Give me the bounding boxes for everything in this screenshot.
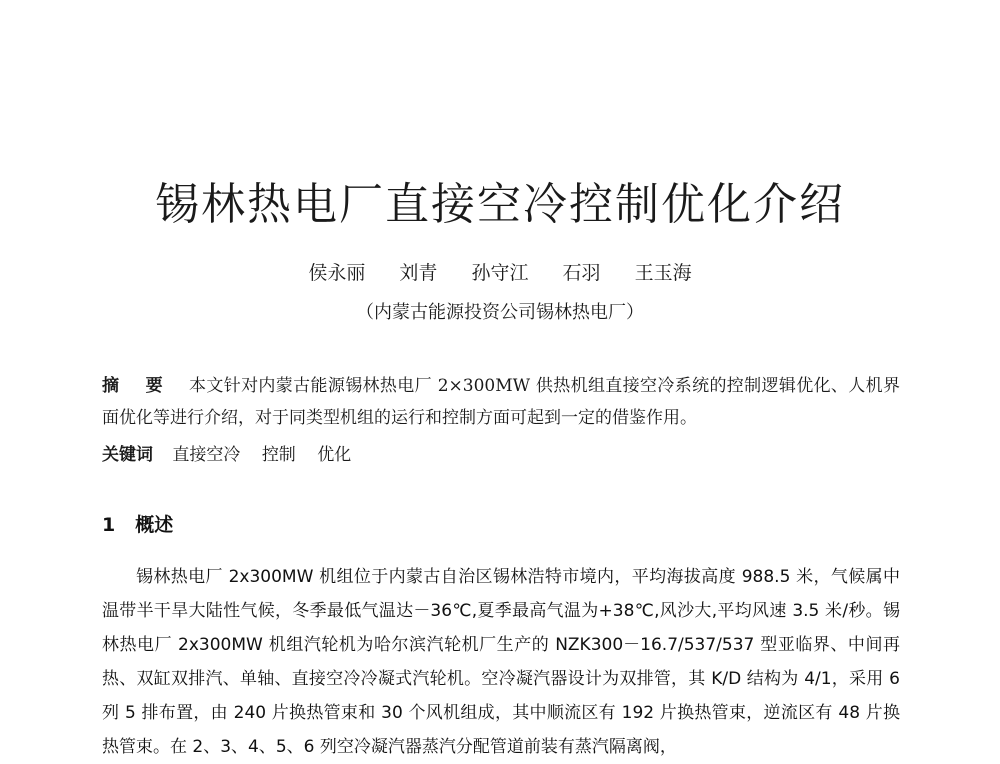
keywords	[102, 440, 900, 465]
author-name: 刘青	[399, 262, 438, 284]
author-name: 孙守江	[471, 262, 529, 284]
author-name: 石羽	[562, 262, 601, 284]
abstract-label: 摘 要	[102, 376, 173, 396]
keyword: 控制	[261, 445, 296, 465]
section-number: 1	[102, 514, 116, 536]
affiliation: （内蒙古能源投资公司锡林热电厂）	[356, 302, 644, 323]
author-name: 王玉海	[634, 262, 692, 284]
section-title: 概述	[135, 514, 174, 536]
author-list	[0, 258, 1000, 285]
body-text	[102, 560, 900, 764]
body-paragraph: 锡林热电厂 2x300MW 机组位于内蒙古自治区锡林浩特市境内，平均海拔高度 988.5 米，气候属中温带半干旱大陆性气候，冬季最低气温达－36℃,夏季最高气温为+38℃,风沙大,平均风速 3.5 米/秒。锡林热电厂 2x300MW 机组汽轮机为哈尔滨汽轮机厂生产的 NZK300－16.7/537/537 型亚临界、中间再热、双缸双排汽、单轴、直接空冷冷凝式汽轮机。空冷凝汽器设计为双排管，其 K/D 结构为 4/1，采用 6 列 5 排布置，由 240 片换热管束和 30 个风机组成，其中顺流区有 192 片换热管束，逆流区有 48 片换热管束。在 2、3、4、5、6 列空冷凝汽器蒸汽分配管道前装有蒸汽隔离阀，	[102, 567, 900, 757]
keyword: 优化	[317, 445, 352, 465]
keyword: 直接空冷	[172, 445, 241, 465]
abstract-text: 本文针对内蒙古能源锡林热电厂 2×300MW 供热机组直接空冷系统的控制逻辑优化、人机界面优化等进行介绍，对于同类型机组的运行和控制方面可起到一定的借鉴作用。	[102, 376, 901, 428]
abstract	[102, 370, 900, 434]
keywords-label: 关键词	[102, 445, 153, 465]
paper-title: 锡林热电厂直接空冷控制优化介绍	[155, 179, 845, 230]
author-name: 侯永丽	[308, 262, 366, 284]
section-heading	[102, 510, 173, 537]
